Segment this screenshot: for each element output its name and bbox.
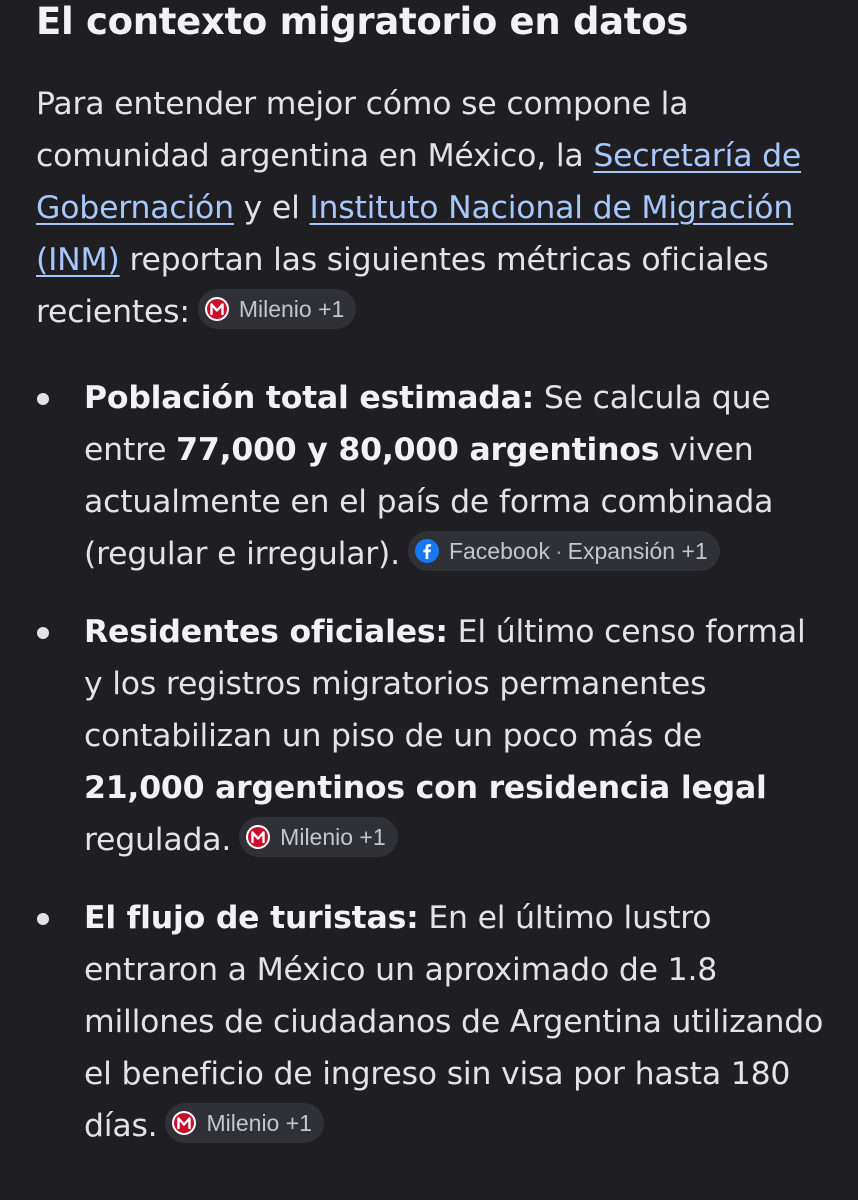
metrics-list bbox=[0, 372, 858, 1178]
bullet-heading: Residentes oficiales: bbox=[84, 614, 448, 650]
chip-label: Milenio +1 bbox=[238, 296, 345, 322]
source-chip-facebook[interactable] bbox=[408, 531, 720, 571]
source-chip-milenio[interactable] bbox=[165, 1103, 323, 1143]
bullet-bold-text: 77,000 y 80,000 argentinos bbox=[176, 432, 660, 468]
list-item bbox=[0, 892, 858, 1152]
source-chip-milenio[interactable] bbox=[239, 817, 397, 857]
bullet-text: viven actualmente en el país de forma combinada (regular e irregular). bbox=[84, 432, 774, 572]
bullet-dot bbox=[37, 393, 49, 405]
bullet-dot bbox=[37, 913, 49, 925]
chip-source-label: Facebook bbox=[448, 538, 550, 564]
bullet-text: regulada. bbox=[84, 822, 232, 858]
list-item bbox=[0, 372, 858, 580]
chip-label: Milenio +1 bbox=[280, 824, 386, 850]
bullet-heading: Población total estimada: bbox=[84, 380, 535, 416]
link-inm[interactable]: Instituto Nacional de Migración (INM) bbox=[36, 190, 794, 278]
bullet-text: En el último lustro entraron a México un aproximado de 1.8 millones de ciudadanos de Argentina utilizando el beneficio de ingreso sin visa por hasta 180 días. bbox=[84, 900, 824, 1144]
bullet-bold-text: 21,000 argentinos con residencia legal bbox=[84, 770, 767, 806]
chip-label: Milenio +1 bbox=[206, 1110, 312, 1136]
milenio-icon bbox=[171, 1110, 197, 1136]
bullet-text: Se calcula que entre bbox=[84, 380, 771, 468]
milenio-icon bbox=[245, 824, 271, 850]
bullet-dot bbox=[37, 627, 49, 639]
intro-text: reportan las siguientes métricas oficiales recientes: bbox=[36, 242, 769, 330]
facebook-icon bbox=[414, 538, 440, 564]
link-secretaria-gobernacion[interactable]: Secretaría de Gobernación bbox=[36, 138, 802, 226]
bullet-heading: El flujo de turistas: bbox=[84, 900, 419, 936]
list-item bbox=[0, 606, 858, 866]
intro-paragraph bbox=[36, 78, 836, 338]
chip-separator: · bbox=[554, 538, 563, 564]
intro-text: Para entender mejor cómo se compone la comunidad argentina en México, la bbox=[36, 86, 689, 174]
bullet-text: El último censo formal y los registros migratorios permanentes contabilizan un piso de un poco más de bbox=[84, 614, 806, 754]
milenio-icon bbox=[204, 296, 230, 322]
source-chip-milenio[interactable] bbox=[198, 289, 356, 329]
section-heading: El contexto migratorio en datos bbox=[36, 0, 689, 43]
chip-source-label: Expansión +1 bbox=[567, 538, 708, 564]
intro-text: y el bbox=[233, 190, 310, 226]
